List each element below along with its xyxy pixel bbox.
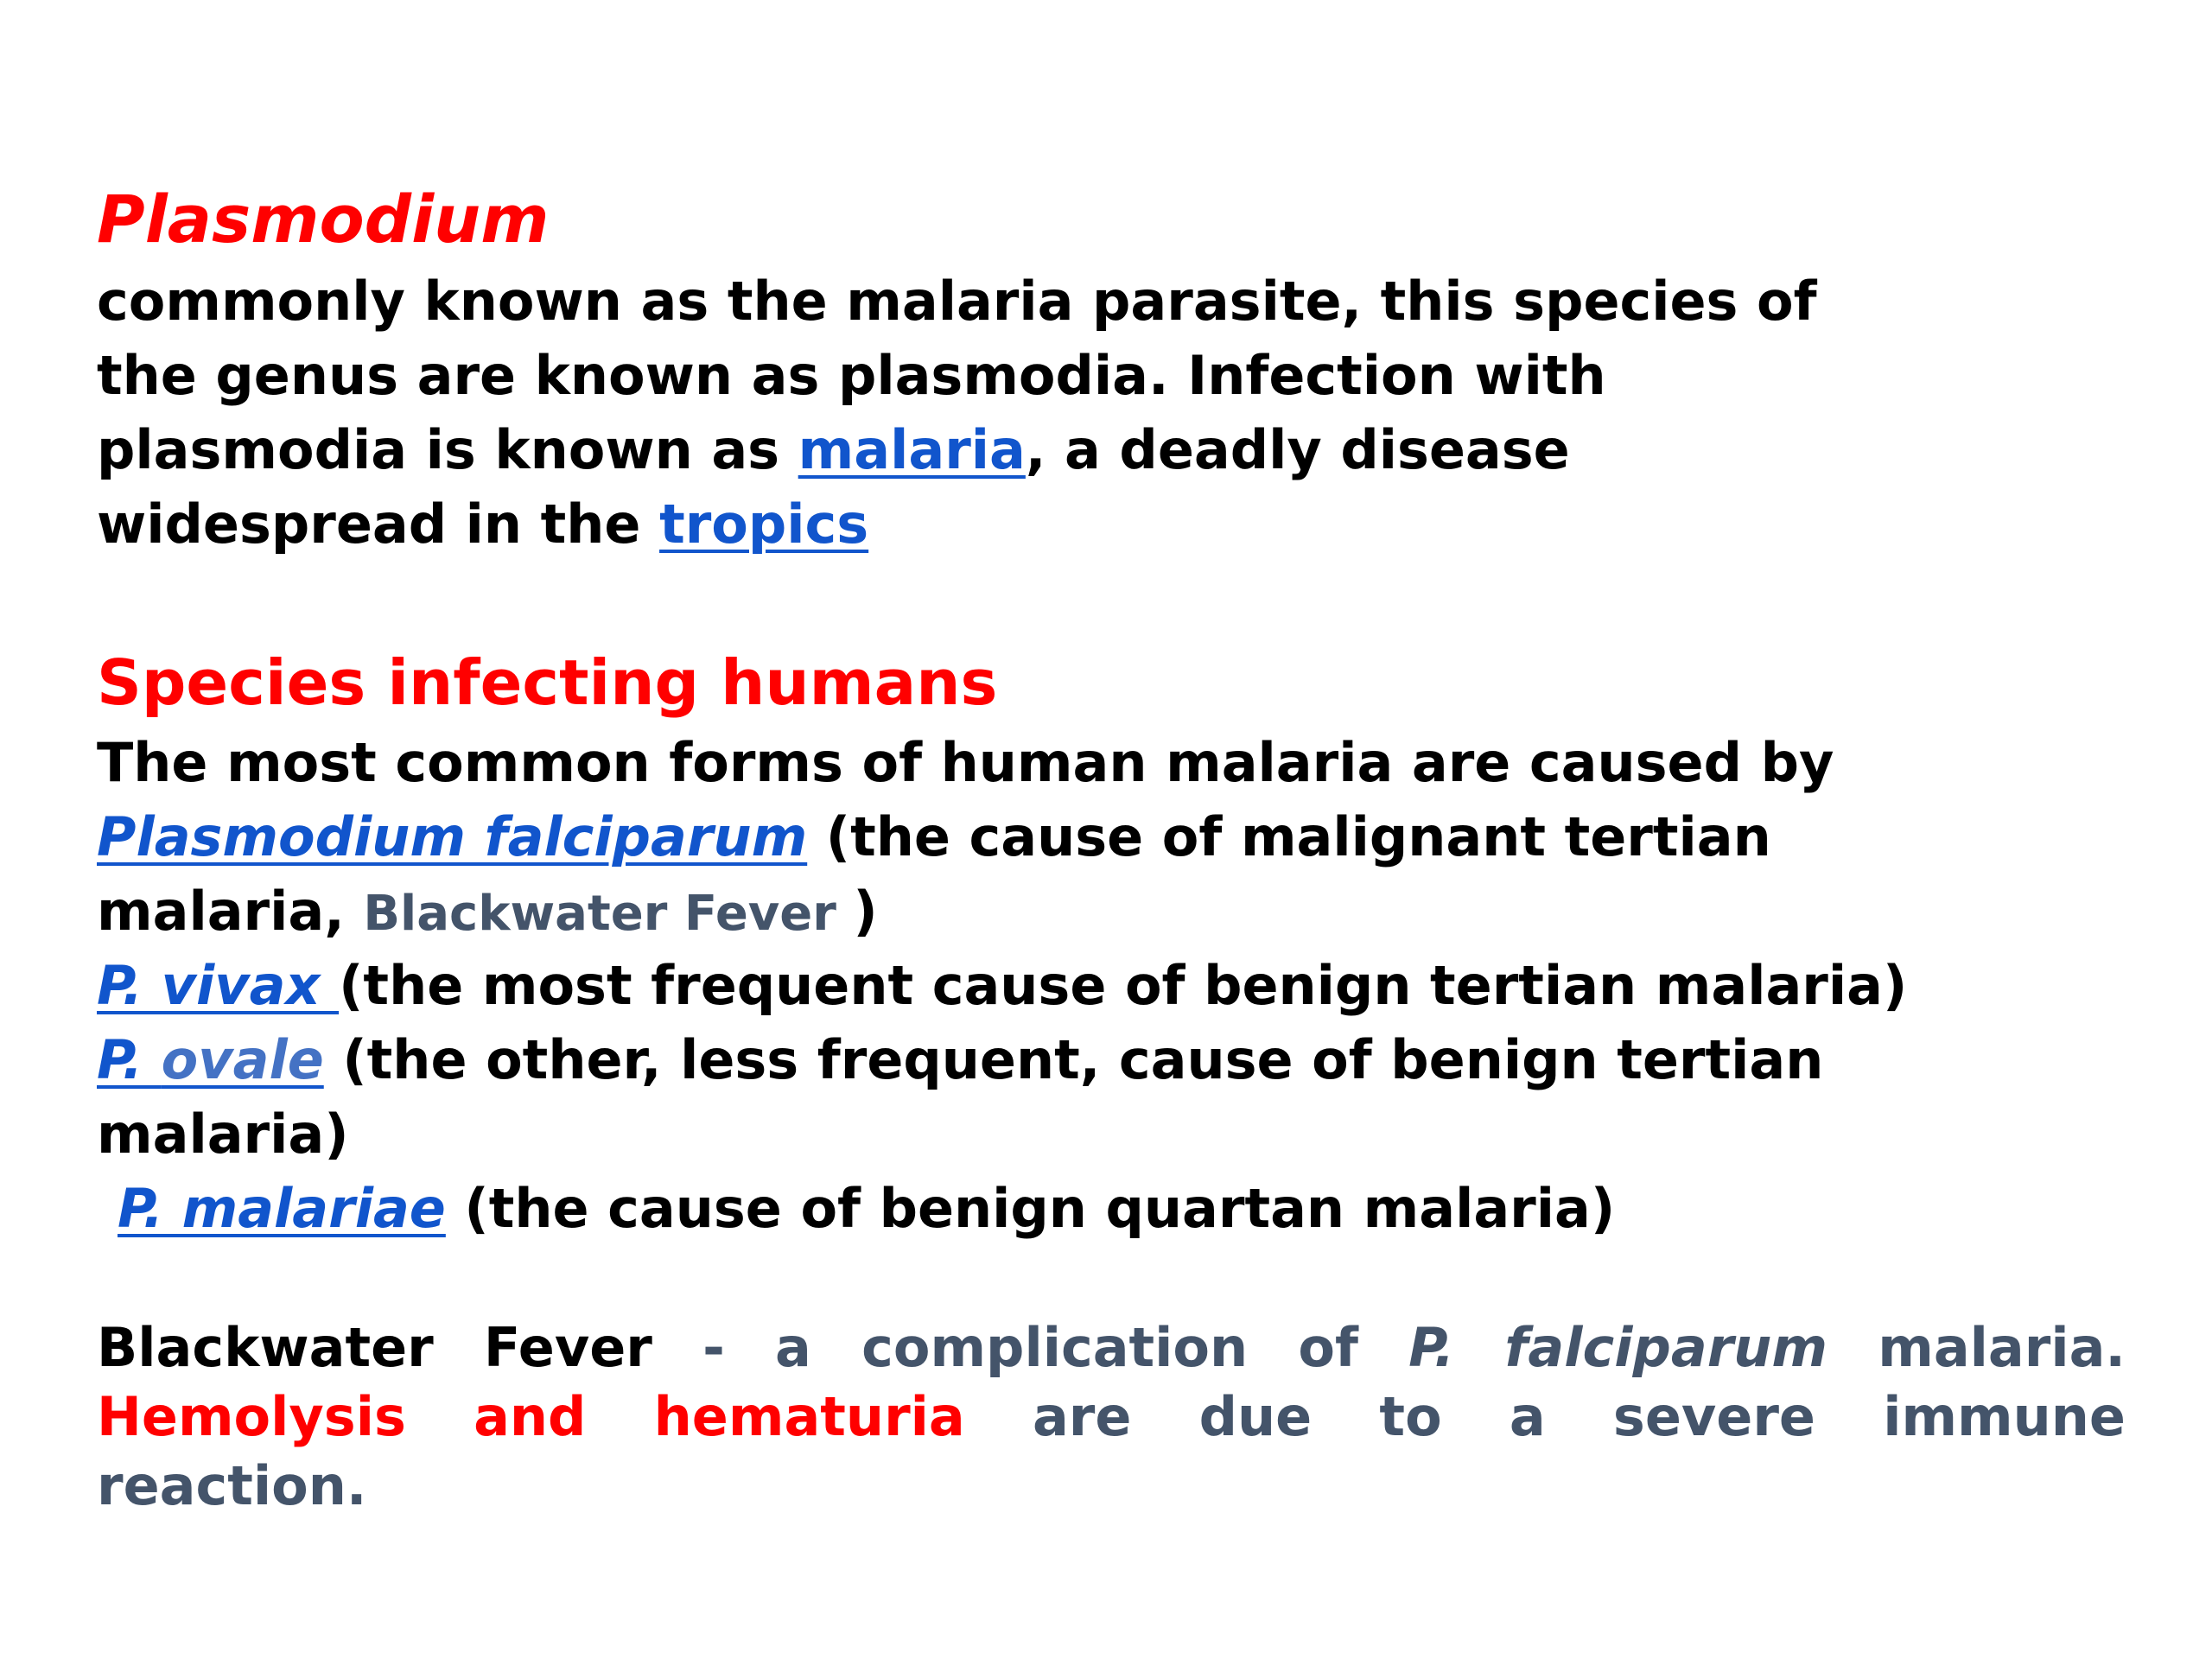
- malariae-line: [118, 1177, 1616, 1240]
- text-run: widespread in the: [97, 493, 660, 556]
- text-run: (the cause of benign quartan malaria): [445, 1177, 1616, 1240]
- ovale-line: [97, 1028, 1824, 1091]
- text-run: , this species of: [1341, 270, 1817, 333]
- section2-line-1: The most common forms of human malaria are caused by: [97, 731, 1834, 794]
- paragraph-row: reaction.: [97, 1454, 367, 1517]
- text-run: plasmodia is known as: [97, 418, 798, 481]
- text-run: (the most frequent cause of benign tertian malaria): [339, 954, 1908, 1017]
- malaria-link[interactable]: malaria: [798, 418, 1026, 481]
- text-run: , a deadly disease: [1025, 418, 1570, 481]
- p-ovale-link[interactable]: [97, 1028, 324, 1091]
- section1-line-2: [97, 344, 1606, 407]
- link-part: P.: [97, 1028, 162, 1091]
- p-malariae-link[interactable]: P. malariae: [118, 1177, 446, 1240]
- text-run: plasmodia: [837, 344, 1148, 407]
- section1-line-3: [97, 418, 1570, 481]
- species-heading: Species infecting humans: [97, 646, 998, 719]
- link-part: ovale: [161, 1028, 324, 1091]
- text-run: . Infection with: [1148, 344, 1606, 407]
- paragraph-row: [97, 1382, 2126, 1452]
- text-run: ): [853, 880, 878, 943]
- section2-line-3: [97, 880, 878, 943]
- p-vivax-link[interactable]: P. vivax: [97, 954, 340, 1017]
- paragraph-row: [97, 1313, 2126, 1382]
- falciparum-line: [97, 805, 1771, 868]
- text-run: are due to a severe immune: [964, 1385, 2126, 1448]
- blackwater-fever-note: Blackwater Fever: [363, 886, 854, 942]
- plasmodium-heading: Plasmodium: [97, 181, 550, 257]
- blackwater-paragraph: [97, 1313, 2126, 1521]
- plasmodium-falciparum-link[interactable]: Plasmodium falciparum: [97, 805, 808, 868]
- hemolysis-hematuria: Hemolysis and hematuria: [97, 1385, 965, 1448]
- text-run: (the other, less frequent, cause of benign tertian: [323, 1028, 1824, 1091]
- text-run: malaria,: [97, 880, 364, 943]
- text-run: the genus are known as: [97, 344, 838, 407]
- p-falciparum-text: P. falciparum: [1408, 1316, 1828, 1379]
- vivax-line: [97, 954, 1908, 1017]
- section1-line-1: [97, 270, 1817, 333]
- tropics-link[interactable]: tropics: [659, 493, 869, 556]
- text-run: commonly known as the: [97, 270, 847, 333]
- ovale-line-2: malaria): [97, 1103, 349, 1166]
- text-run: (the cause of malignant tertian: [807, 805, 1771, 868]
- blackwater-fever-term: Blackwater Fever: [97, 1316, 652, 1379]
- text-run: - a complication of: [652, 1316, 1409, 1379]
- text-run: malaria parasite: [846, 270, 1342, 333]
- section1-line-4: [97, 493, 869, 556]
- text-run: malaria.: [1827, 1316, 2126, 1379]
